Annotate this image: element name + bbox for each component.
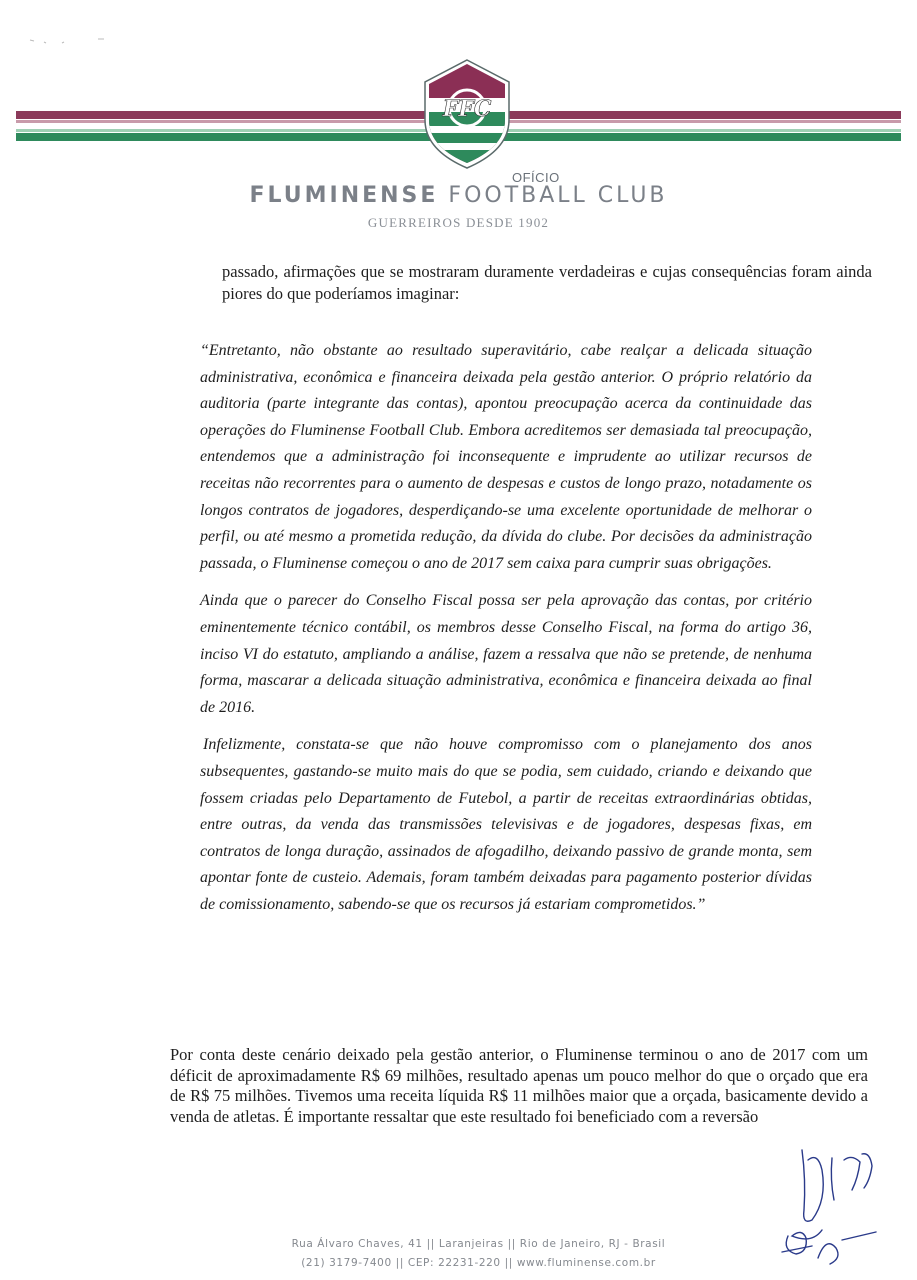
quote-paragraph-2: Ainda que o parecer do Conselho Fiscal possa ser pela aprovação das contas, por critério eminentemente técnico contábil, os membros desse Conselho Fiscal, na forma do artigo 36, inciso VI do estatuto, ampliando a análise, fazem a ressalva que não se pretende, de nenhuma forma, mascarar a delicada situação administrativa, econômica e financeira deixada ao final de 2016. bbox=[200, 592, 812, 716]
svg-text:FFC: FFC bbox=[442, 96, 492, 122]
quote-paragraph-3: Infelizmente, constata-se que não houve compromisso com o planejamento dos anos subsequentes, gastando-se muito mais do que se podia, sem cuidado, criando e deixando que fossem criadas pelo Departamento de Futebol, a partir de receitas extraordinárias obtidas, entre outras, da venda das transmissões televisivas e de jogadores, despesas fixas, em contratos de longa duração, assinados de afogadilho, deixando passivo de grande monta, sem apontar fonte de custeio. Ademais, foram também deixadas para pagamento posterior dívidas de comissionamento, sabendo-se que os recursos já estariam comprometidos.” bbox=[200, 736, 812, 913]
club-name bbox=[0, 183, 917, 208]
footer-address: Rua Álvaro Chaves, 41 || Laranjeiras || Rio de Janeiro, RJ - Brasil bbox=[291, 1238, 666, 1250]
club-name-light: FOOTBALL CLUB bbox=[448, 183, 668, 208]
oficio-label: OFÍCIO bbox=[512, 170, 560, 185]
intro-paragraph: passado, afirmações que se mostraram duramente verdadeiras e cujas consequências foram ainda piores do que poderíamos imaginar: bbox=[222, 262, 872, 303]
quote-paragraph-1: “Entretanto, não obstante ao resultado superavitário, cabe realçar a delicada situação administrativa, econômica e financeira deixada pela gestão anterior. O próprio relatório da auditoria (parte integrante das contas), apontou preocupação acerca da continuidade das operações do Fluminense Football Club. Embora acreditemos ser demasiada tal preocupação, entendemos que a administração foi inconsequente e imprudente ao utilizar recursos de receitas não recorrentes para o aumento de despesas e custos de longo prazo, notadamente os longos contratos de jogadores, desperdiçando-se uma excelente oportunidade de melhorar o perfil, ou até mesmo a prometida redução, da dívida do clube. Por decisões da administração passada, o Fluminense começou o ano de 2017 sem caixa para cumprir suas obrigações. bbox=[200, 342, 812, 572]
closing-paragraph: Por conta deste cenário deixado pela gestão anterior, o Fluminense terminou o ano de 2017 com um déficit de aproximadamente R$ 69 milhões, resultado apenas um pouco melhor do que o orçado que era de R$ 75 milhões. Tivemos uma receita líquida R$ 11 milhões maior que a orçada, basicamente devido a venda de atletas. É importante ressaltar que este resultado foi beneficiado com a reversão bbox=[170, 1045, 868, 1126]
footer-contact: (21) 3179-7400 || CEP: 22231-220 || www.fluminense.com.br bbox=[301, 1257, 656, 1269]
club-crest-logo bbox=[421, 58, 513, 170]
page-footer bbox=[0, 1235, 917, 1273]
club-name-bold: FLUMINENSE bbox=[249, 183, 439, 208]
club-motto: GUERREIROS DESDE 1902 bbox=[367, 215, 550, 230]
quoted-block bbox=[200, 338, 812, 929]
scan-marks bbox=[28, 34, 118, 46]
